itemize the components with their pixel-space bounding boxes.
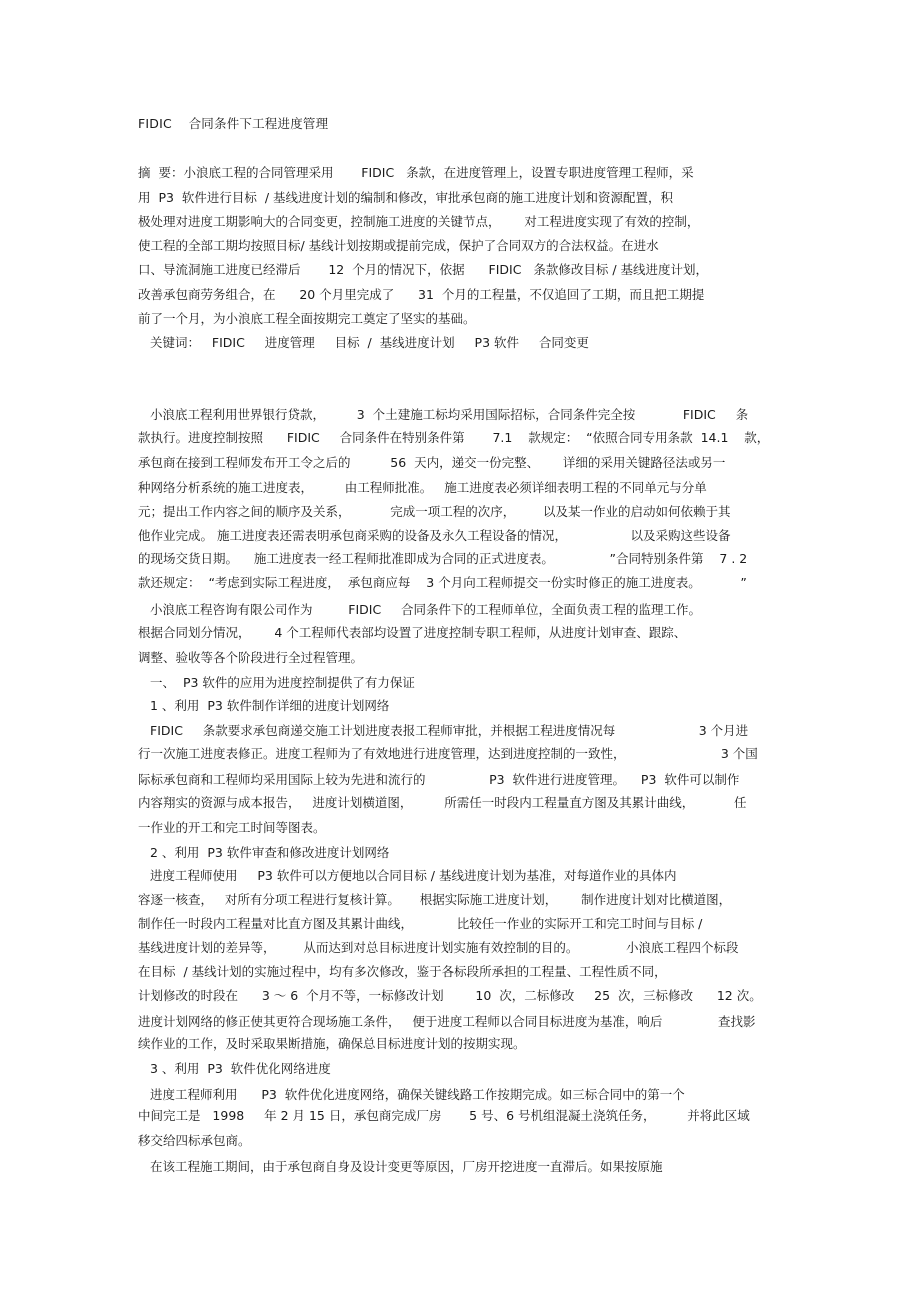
paragraph-line: 进度计划网络的修正使其更符合现场施工条件， 便于进度工程师以合同目标进度为基准，响后 查找影 [138, 1014, 756, 1029]
abstract-line: 极处理对进度工期影响大的合同变更，控制施工进度的关键节点， 对工程进度实现了有效的控制， [138, 214, 700, 229]
paragraph-line: 在目标 / 基线计划的实施过程中，均有多次修改，鉴于各标段所承担的工程量、工程性质不同， [138, 964, 667, 979]
abstract-line: 使工程的全部工期均按照目标/ 基线计划按期或提前完成，保护了合同双方的合法权益。在进水 [138, 238, 659, 253]
paragraph-line: 承包商在接到工程师发布开工令之后的 56 天内，递交一份完整、 详细的采用关键路径法或另一 [138, 455, 726, 470]
paragraph-line: 一作业的开工和完工时间等图表。 [138, 820, 326, 835]
paragraph-line: 的现场交货日期。 施工进度表一经工程师批准即成为合同的正式进度表。 ”合同特别条件第 7 . 2 [138, 551, 748, 566]
paragraph-line: 种网络分析系统的施工进度表， 由工程师批准。 施工进度表必须详细表明工程的不同单元与分单 [138, 480, 707, 495]
abstract-line: 口、导流洞施工进度已经滞后 12 个月的情况下，依据 FIDIC 条款修改目标 / 基线进度计划， [138, 262, 709, 277]
section-heading: 一、 P3 软件的应用为进度控制提供了有力保证 [150, 675, 415, 690]
paragraph-line: 容逐一核查， 对所有分项工程进行复核计算。 根据实际施工进度计划， 制作进度计划对比横道图， [138, 892, 732, 907]
paragraph-line: 进度工程师利用 P3 软件优化进度网络，确保关键线路工作按期完成。如三标合同中的第一个 [150, 1087, 685, 1102]
subsection-heading: 1 、利用 P3 软件制作详细的进度计划网络 [150, 698, 390, 713]
paragraph-line: 进度工程师使用 P3 软件可以方便地以合同目标 / 基线进度计划为基准，对每道作业的具体内 [150, 868, 677, 883]
paragraph-line: 计划修改的时段在 3 ～ 6 个月不等，一标修改计划 10 次，二标修改 25 次，三标修改 12 次。 [138, 988, 762, 1003]
paragraph-line: 款执行。进度控制按照 FIDIC 合同条件在特别条件第 7.1 款规定： “依照合同专用条款 14.1 款， [138, 430, 770, 445]
paragraph-line: 行一次施工进度表修正。进度工程师为了有效地进行进度管理，达到进度控制的一致性， 3 个国 [138, 746, 758, 761]
keywords-line: 关键词： FIDIC 进度管理 目标 / 基线进度计划 P3 软件 合同变更 [150, 335, 589, 350]
paragraph-line: 移交给四标承包商。 [138, 1133, 251, 1148]
paragraph-line: 调整、验收等各个阶段进行全过程管理。 [138, 650, 364, 665]
paragraph-line: 小浪底工程咨询有限公司作为 FIDIC 合同条件下的工程师单位，全面负责工程的监理工作。 [150, 602, 702, 617]
paragraph-line: 在该工程施工期间，由于承包商自身及设计变更等原因，厂房开挖进度一直滞后。如果按原施 [150, 1159, 663, 1174]
paragraph-line: 根据合同划分情况， 4 个工程师代表部均设置了进度控制专职工程师，从进度计划审查、跟踪、 [138, 625, 687, 640]
subsection-heading: 3 、利用 P3 软件优化网络进度 [150, 1061, 331, 1076]
paragraph-line: 他作业完成。 施工进度表还需表明承包商采购的设备及永久工程设备的情况， 以及采购这些设备 [138, 528, 731, 543]
paragraph-line: 续作业的工作，及时采取果断措施，确保总目标进度计划的按期实现。 [138, 1036, 526, 1051]
abstract-line: 摘 要：小浪底工程的合同管理采用 FIDIC 条款，在进度管理上，设置专职进度管理工程师，采 [138, 165, 694, 180]
abstract-line: 用 P3 软件进行目标 / 基线进度计划的编制和修改，审批承包商的施工进度计划和资源配置，积 [138, 190, 674, 205]
subsection-heading: 2 、利用 P3 软件审查和修改进度计划网络 [150, 845, 390, 860]
paragraph-line: 元；提出工作内容之间的顺序及关系， 完成一项工程的次序， 以及某一作业的启动如何依赖于其 [138, 504, 731, 519]
paragraph-line: 内容翔实的资源与成本报告， 进度计划横道图， 所需任一时段内工程量直方图及其累计曲线， 任 [138, 795, 747, 810]
abstract-line: 前了一个月，为小浪底工程全面按期完工奠定了坚实的基础。 [138, 311, 476, 326]
abstract-line: 改善承包商劳务组合，在 20 个月里完成了 31 个月的工程量，不仅追回了工期，而且把工期提 [138, 287, 705, 302]
paragraph-line: 基线进度计划的差异等， 从而达到对总目标进度计划实施有效控制的目的。 小浪底工程四个标段 [138, 940, 739, 955]
paragraph-line: FIDIC 条款要求承包商递交施工计划进度表报工程师审批，并根据工程进度情况每 3 个月进 [150, 723, 749, 738]
paragraph-line: 际标承包商和工程师均采用国际上较为先进和流行的 P3 软件进行进度管理。 P3 软件可以制作 [138, 772, 740, 787]
paragraph-line: 制作任一时段内工程量对比直方图及其累计曲线， 比较任一作业的实际开工和完工时间与目标 / [138, 916, 703, 931]
paragraph-line: 款还规定： “考虑到实际工程进度， 承包商应每 3 个月向工程师提交一份实时修正的施工进度表。 ” [138, 575, 747, 590]
document-title: FIDIC 合同条件下工程进度管理 [138, 116, 329, 131]
paragraph-line: 中间完工是 1998 年 2 月 15 日，承包商完成厂房 5 号、6 号机组混凝土浇筑任务， 并将此区域 [138, 1108, 750, 1123]
paragraph-line: 小浪底工程利用世界银行贷款， 3 个土建施工标均采用国际招标，合同条件完全按 FIDIC 条 [150, 407, 749, 422]
